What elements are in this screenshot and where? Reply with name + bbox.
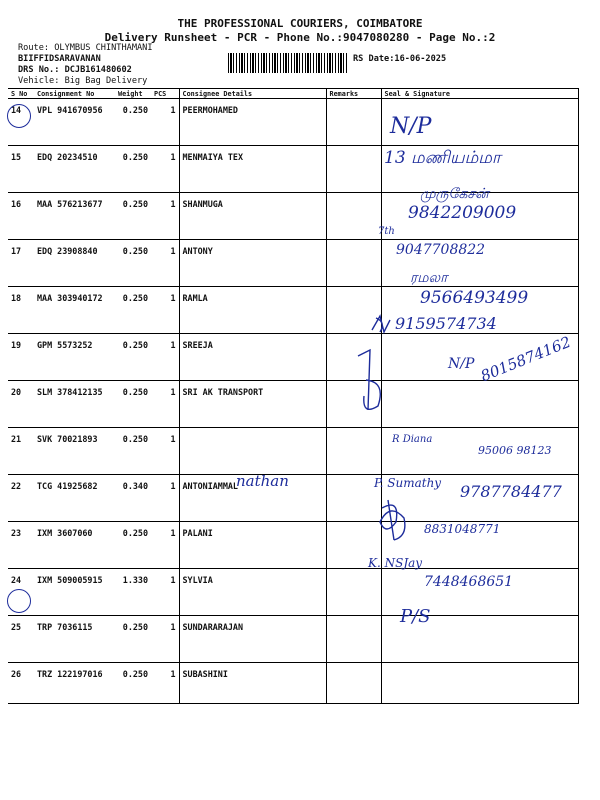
handwritten-signature: 13 மணியம்மா bbox=[384, 148, 501, 168]
company-name: THE PROFESSIONAL COURIERS, COIMBATORE bbox=[177, 17, 423, 30]
row-consignee: MENMAIYA TEX bbox=[179, 146, 326, 193]
row-consignment: TCG 41925682 bbox=[34, 475, 115, 522]
row-pcs: 1 bbox=[151, 287, 179, 334]
row-weight: 1.330 bbox=[115, 569, 151, 616]
delivery-staff: BIIFFIDSARAVANAN bbox=[18, 54, 101, 64]
handwritten-phone: 9787784477 bbox=[460, 482, 562, 501]
row-sno: 16 bbox=[8, 193, 34, 240]
row-pcs: 1 bbox=[151, 99, 179, 146]
row-sno: 19 bbox=[8, 334, 34, 381]
row-consignee: SYLVIA bbox=[179, 569, 326, 616]
handwritten-note: 7th bbox=[378, 226, 395, 237]
row-weight: 0.250 bbox=[115, 428, 151, 475]
row-weight: 0.250 bbox=[115, 146, 151, 193]
row-pcs: 1 bbox=[151, 381, 179, 428]
signature-scribble bbox=[358, 350, 380, 410]
col-signature: Seal & Signature bbox=[381, 89, 578, 99]
row-pcs: 1 bbox=[151, 193, 179, 240]
runsheet-title: Delivery Runsheet - PCR - Phone No.:9047080280 - Page No.:2 bbox=[104, 31, 496, 44]
row-consignee: RAMLA bbox=[179, 287, 326, 334]
col-pcs: PCS bbox=[151, 89, 179, 99]
row-pcs: 1 bbox=[151, 616, 179, 663]
row-sno: 22 bbox=[8, 475, 34, 522]
row-pcs: 1 bbox=[151, 334, 179, 381]
handwritten-signature: K. NSJay bbox=[368, 556, 423, 570]
handwritten-note: N/P bbox=[448, 356, 475, 372]
row-consignment: VPL 941670956 bbox=[34, 99, 115, 146]
row-consignee: SRI AK TRANSPORT bbox=[179, 381, 326, 428]
row-sno: 24 bbox=[8, 569, 34, 616]
row-sno: 23 bbox=[8, 522, 34, 569]
handwritten-signature: N/P bbox=[390, 114, 432, 139]
handwritten-signature: P. Sumathy bbox=[374, 476, 442, 490]
row-consignee: SREEJA bbox=[179, 334, 326, 381]
handwritten-phone: 8015874162 bbox=[478, 332, 574, 386]
row-consignment: EDQ 20234510 bbox=[34, 146, 115, 193]
handwritten-signature: முருகேசன் bbox=[420, 186, 489, 202]
row-consignee: ANTONIAMMAL bbox=[179, 475, 326, 522]
signature-scribble bbox=[372, 316, 390, 332]
vehicle-label: Vehicle: Big Bag Delivery bbox=[18, 76, 148, 86]
col-consignee: Consignee Details bbox=[179, 89, 326, 99]
row-pcs: 1 bbox=[151, 146, 179, 193]
row-pcs: 1 bbox=[151, 428, 179, 475]
row-consignee: SUBASHINI bbox=[179, 663, 326, 704]
handwritten-note: nathan bbox=[236, 472, 289, 490]
handwritten-signature: ரமலா bbox=[410, 270, 448, 286]
row-sno: 21 bbox=[8, 428, 34, 475]
row-consignment: SVK 70021893 bbox=[34, 428, 115, 475]
row-sno: 20 bbox=[8, 381, 34, 428]
row-consignment: EDQ 23908840 bbox=[34, 240, 115, 287]
row-weight: 0.250 bbox=[115, 334, 151, 381]
row-sno: 26 bbox=[8, 663, 34, 704]
row-consignee: PALANI bbox=[179, 522, 326, 569]
row-weight: 0.250 bbox=[115, 381, 151, 428]
handwritten-signature: P/S bbox=[400, 606, 431, 627]
row-sno: 14 bbox=[8, 99, 34, 146]
handwritten-phone: 7448468651 bbox=[424, 574, 514, 590]
handwritten-phone: 9159574734 bbox=[395, 314, 497, 333]
row-consignment: IXM 509005915 bbox=[34, 569, 115, 616]
row-weight: 0.250 bbox=[115, 616, 151, 663]
row-consignment: IXM 3607060 bbox=[34, 522, 115, 569]
row-consignment: MAA 303940172 bbox=[34, 287, 115, 334]
col-consignment: Consignment No bbox=[34, 89, 115, 99]
handwritten-phone: 9047708822 bbox=[396, 242, 486, 258]
row-consignment: SLM 378412135 bbox=[34, 381, 115, 428]
row-consignment: MAA 576213677 bbox=[34, 193, 115, 240]
signature-scribble bbox=[380, 500, 405, 540]
row-consignee: ANTONY bbox=[179, 240, 326, 287]
handwritten-phone: 9842209009 bbox=[408, 203, 517, 223]
row-weight: 0.250 bbox=[115, 522, 151, 569]
row-pcs: 1 bbox=[151, 569, 179, 616]
handwritten-phone: 9566493499 bbox=[420, 288, 529, 308]
handwritten-phone: 8831048771 bbox=[424, 522, 501, 536]
handwritten-signature: R Diana bbox=[392, 434, 433, 445]
row-consignee: PEERMOHAMED bbox=[179, 99, 326, 146]
col-sno: S No bbox=[8, 89, 34, 99]
row-weight: 0.250 bbox=[115, 287, 151, 334]
row-weight: 0.250 bbox=[115, 240, 151, 287]
row-consignee: SHANMUGA bbox=[179, 193, 326, 240]
col-remarks: Remarks bbox=[326, 89, 381, 99]
row-sno: 18 bbox=[8, 287, 34, 334]
rs-date: RS Date:16-06-2025 bbox=[353, 54, 447, 64]
row-pcs: 1 bbox=[151, 663, 179, 704]
col-weight: Weight bbox=[115, 89, 151, 99]
row-sno: 17 bbox=[8, 240, 34, 287]
row-pcs: 1 bbox=[151, 475, 179, 522]
handwritten-phone: 95006 98123 bbox=[478, 444, 552, 457]
row-consignment: GPM 5573252 bbox=[34, 334, 115, 381]
row-consignee: SUNDARARAJAN bbox=[179, 616, 326, 663]
row-weight: 0.250 bbox=[115, 193, 151, 240]
row-pcs: 1 bbox=[151, 240, 179, 287]
row-consignment: TRP 7036115 bbox=[34, 616, 115, 663]
route-label: Route: OLYMBUS CHINTHAMANI bbox=[18, 43, 153, 53]
row-pcs: 1 bbox=[151, 522, 179, 569]
row-weight: 0.250 bbox=[115, 663, 151, 704]
row-weight: 0.250 bbox=[115, 99, 151, 146]
row-weight: 0.340 bbox=[115, 475, 151, 522]
row-consignment: TRZ 122197016 bbox=[34, 663, 115, 704]
drs-number: DRS No.: DCJB161480602 bbox=[18, 65, 132, 75]
row-sno: 15 bbox=[8, 146, 34, 193]
row-sno: 25 bbox=[8, 616, 34, 663]
